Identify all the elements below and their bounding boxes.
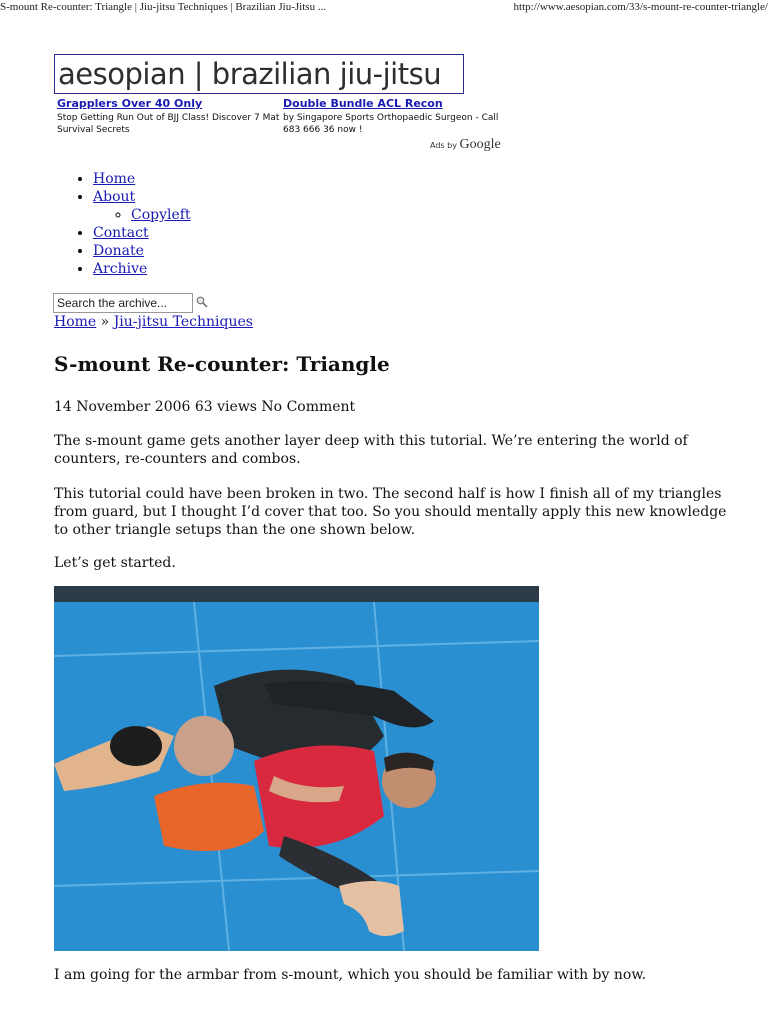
post-title: S-mount Re-counter: Triangle — [54, 352, 390, 376]
ad-item[interactable] — [283, 97, 508, 136]
search-icon[interactable] — [196, 296, 208, 308]
nav-link-about[interactable]: About — [93, 189, 136, 205]
nav-item-archive — [93, 260, 191, 278]
ads-by-label: Ads by — [430, 141, 457, 150]
breadcrumb — [54, 314, 253, 330]
technique-photo — [54, 586, 539, 951]
nav-item-copyleft — [131, 206, 191, 224]
nav-link-home[interactable]: Home — [93, 171, 136, 187]
site-logo-text: aesopian | brazilian jiu-jitsu — [58, 57, 442, 91]
print-header — [0, 0, 768, 16]
breadcrumb-separator: » — [100, 314, 110, 330]
print-page-url: http://www.aesopian.com/33/s-mount-re-counter-triangle/ — [513, 1, 768, 13]
ad-body-text: by Singapore Sports Orthopaedic Surgeon - Call 683 666 36 now ! — [283, 113, 499, 135]
nav-item-donate — [93, 242, 191, 260]
nav-link-contact[interactable]: Contact — [93, 225, 149, 241]
ads-by-google[interactable] — [430, 137, 501, 153]
nav-link-archive[interactable]: Archive — [93, 261, 148, 277]
nav-submenu-about — [93, 206, 191, 224]
nav-item-contact — [93, 224, 191, 242]
nav-link-copyleft[interactable]: Copyleft — [131, 207, 191, 223]
ad-item[interactable] — [57, 97, 282, 136]
main-nav — [53, 170, 191, 278]
breadcrumb-home-link[interactable]: Home — [54, 314, 97, 330]
nav-item-about — [93, 188, 191, 224]
post-paragraph: This tutorial could have been broken in two. The second half is how I finish all of my triangles from guard, but I thought I’d cover that too. So you should mentally apply this new knowledge to other triangle setups than the one shown below. — [54, 486, 727, 538]
post-meta: 14 November 2006 63 views No Comment — [54, 399, 356, 415]
post-paragraph: Let’s get started. — [54, 555, 176, 571]
post-paragraph: The s-mount game gets another layer deep with this tutorial. We’re entering the world of counters, re-counters and combos. — [54, 433, 688, 467]
search-input[interactable] — [53, 293, 193, 313]
google-logo: Google — [459, 137, 501, 152]
nav-link-donate[interactable]: Donate — [93, 243, 144, 259]
site-logo[interactable] — [54, 54, 464, 94]
ad-body-text: Stop Getting Run Out of BJJ Class! Discover 7 Mat Survival Secrets — [57, 113, 280, 135]
post-paragraph: I am going for the armbar from s-mount, which you should be familiar with by now. — [54, 967, 647, 983]
technique-photo-illustration — [54, 586, 539, 951]
print-page-title: S-mount Re-counter: Triangle | Jiu-jitsu Techniques | Brazilian Jiu-Jitsu ... — [0, 1, 327, 13]
nav-item-home — [93, 170, 191, 188]
breadcrumb-category-link[interactable]: Jiu-jitsu Techniques — [113, 314, 253, 330]
ad-title-link[interactable]: Double Bundle ACL Recon — [283, 97, 443, 110]
ad-title-link[interactable]: Grapplers Over 40 Only — [57, 97, 203, 110]
